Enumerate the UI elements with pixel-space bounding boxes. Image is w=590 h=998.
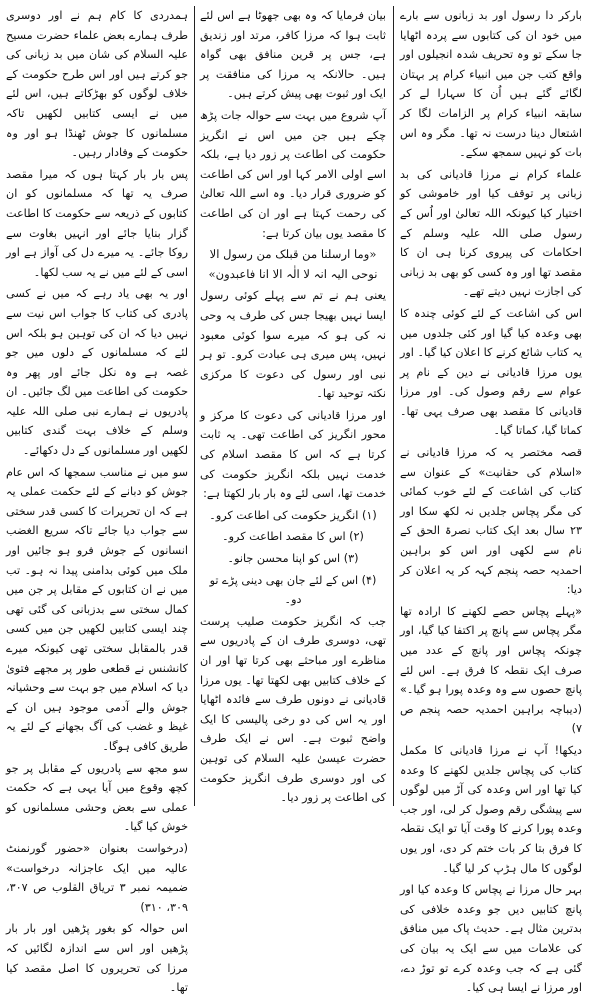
paragraph: بیان فرمایا کہ وہ بھی جھوٹا ہے اس لئے ثابت ہوا کہ مرزا کافر، مرتد اور زندیق ہے، جس پر قرین منافق بھی گواہ ہیں۔ حالانکہ یہ مرزا کی منافقت پر ایک اور ثبوت بھی پیش کرتے ہیں۔ [200, 9, 386, 101]
paragraph: اس کی اشاعت کے لئے کوئی چندہ کا بھی وعدہ کیا گیا اور کئی جلدوں میں یہ کتاب شائع کرنے کا اعلان کیا گیا۔ اور یوں مرزا قادیانی نے دین کے نام پر عوام سے رقم وصول کی۔ اور مرزا قادیانی کا مقصد بھی صرف یہی تھا۔ کماتا گیا، کماتا گیا۔ [400, 306, 582, 438]
paragraph: ہمدردی کا کام ہم نے اور دوسری طرف ہمارے بعض علماء حضرت مسیح علیہ السلام کی شان میں بد زبانی کی جو کرتے ہیں اور اس طرح حکومت کے خلاف لوگوں کو بھڑکاتے ہیں، اس لئے میں نے ایسی کتابیں لکھیں تاکہ مسلمانوں کا جوش ٹھنڈا ہو اور وہ حکومت کے وفادار رہیں۔ [6, 9, 188, 160]
paragraph: (۱) انگریز حکومت کی اطاعت کرو۔ [209, 508, 377, 522]
paragraph: سو مجھ سے پادریوں کے مقابل پر جو کچھ وقوع میں آیا یہی ہے کہ حکمت عملی سے بعض وحشی مسلمانوں کو خوش کیا گیا۔ [6, 761, 188, 834]
paragraph: آپ شروع میں بہت سے حوالہ جات پڑھ چکے ہیں جن میں اس نے انگریز حکومت کی اطاعت پر زور دیا ہے، بلکہ اسے اولی الامر کہا اور اس کی اطاعت کو ضروری قرار دیا۔ وہ اسے اللہ تعالیٰ کی رحمت کہتا ہے اور ان کی اطاعت کا مقصد یوں بیان کرتا ہے: [200, 108, 386, 240]
paragraph: پس بار بار کہتا ہوں کہ میرا مقصد صرف یہ تھا کہ مسلمانوں کو ان کتابوں کے ذریعہ سے حکومت کا اطاعت گزار بنایا جائے اور انہیں بغاوت سے روکا جائے۔ یہ میرے دل کی آواز ہے اور اسی کے لئے میں نے یہ سب لکھا۔ [6, 167, 188, 279]
paragraph: جب کہ انگریز حکومت صلیب پرست تھی، دوسری طرف ان کے پادریوں سے مناظرے اور مباحثے بھی کرتا تھا اور ان کے خلاف کتابیں بھی لکھتا تھا۔ یوں مرزا قادیانی نے دونوں طرف سے فائدہ اٹھایا اور یہ اس کی دو رخی پالیسی کا ایک واضح ثبوت ہے۔ اس نے ایک طرف حضرت عیسیٰ علیہ السلام کی توہین کی اور دوسری طرف انگریز حکومت کی اطاعت پر زور دیا۔ [200, 614, 386, 805]
text-column-middle [200, 6, 386, 808]
paragraph: «وما ارسلنا من قبلک من رسول الا نوحی الیہ انہ لا الٰہ الا انا فاعبدون» [208, 247, 378, 281]
paragraph: اور یہ بھی یاد رہے کہ میں نے کسی پادری کی کتاب کا جواب اس نیت سے نہیں دیا کہ ان کی توہین ہو بلکہ اس لئے کہ مسلمانوں کے دلوں میں جو غصہ ہے وہ نکل جائے اور پھر وہ حکومت کی اطاعت میں لگ جائیں۔ ان پادریوں نے ہمارے نبی صلی اللہ علیہ وسلم کے خلاف بہت گندی کتابیں لکھیں اور مسلمانوں کے دل دکھائے۔ [6, 287, 188, 458]
column-divider [194, 6, 195, 806]
text-column-right [400, 6, 582, 995]
paragraph: «پہلے پچاس حصے لکھنے کا ارادہ تھا مگر پچاس سے پانچ پر اکتفا کیا گیا، اور چونکہ پچاس اور پانچ کے عدد میں صرف ایک نقطہ کا فرق ہے۔ اس لئے پانچ حصوں سے وہ وعدہ پورا ہو گیا۔» (دیباچہ براہین احمدیہ حصہ پنجم ص ۷) [400, 604, 582, 736]
text-column-left [6, 6, 188, 995]
paragraph: بارکر دا رسول اور بد زبانوں سے بارے میں خود ان کی کتابوں سے پردہ اٹھایا جا سکے تو وہ تحریف شدہ انجیلوں اور واقع کتب جن میں انبیاء کرام پر بہتان لگائے گئے ہیں اُن کا سہارا لے کر سابقہ انبیاء کرام پر الزامات لگا کر اشتعال دینا درست نہ تھا۔ مگر وہ اس بات کو نہیں سمجھ سکے۔ [400, 9, 582, 160]
paragraph: (درخواست بعنوان «حضور گورنمنٹ عالیہ میں ایک عاجزانہ درخواست» ضمیمہ نمبر ۳ تریاق القلوب ص ۳۰۷، ۳۰۹، ۳۱۰) [6, 841, 188, 914]
paragraph: سو میں نے مناسب سمجھا کہ اس عام جوش کو دبانے کے لئے حکمت عملی یہ ہے کہ ان تحریرات کا کسی قدر سختی سے جواب دیا جائے تاکہ سریع الغضب انسانوں کے جوش فرو ہو جائیں اور ملک میں کوئی بدامنی پیدا نہ ہو۔ تب میں نے ان کتابوں کے مقابل پر جن میں کمال سختی سے بدزبانی کی گئی تھی چند ایسی کتابیں لکھیں جن میں کسی قدر بالمقابل سختی تھی کیونکہ میرے کانشنس نے قطعی طور پر مجھے فتویٰ دیا کہ اسلام میں جو بہت سے وحشیانہ جوش والے آدمی موجود ہیں ان کے غیظ و غضب کی آگ بجھانے کے لئے یہ طریق کافی ہوگا۔ [6, 465, 188, 753]
paragraph: اور مرزا قادیانی کی دعوت کا مرکز و محور انگریز کی اطاعت تھی۔ یہ ثابت کرتا ہے کہ اس کا مقصد اسلام کی خدمت نہیں بلکہ انگریز حکومت کی خدمت تھا، اسی لئے وہ بار بار لکھتا ہے: [200, 408, 386, 501]
paragraph: دیکھا! آپ نے مرزا قادیانی کا مکمل کتاب کی پچاس جلدیں لکھنے کا وعدہ کیا تھا اور اس وعدہ کی آڑ میں لوگوں سے پیشگی رقم وصول کر لی، اور جب وعدہ پورا کرنے کا وقت آیا تو ایک نقطہ کا فرق بتا کر بات ختم کر دی، اور یوں لوگوں کا مال ہڑپ کر لیا گیا۔ [400, 743, 582, 875]
column-divider [393, 6, 394, 806]
paragraph: (۳) اس کو اپنا محسن جانو۔ [227, 552, 359, 566]
paragraph: بہر حال مرزا نے پچاس کا وعدہ کیا اور پانچ کتابیں دیں جو وعدہ خلافی کی بدترین مثال ہے۔ حدیث پاک میں منافق کی علامات میں سے ایک یہ بیان کی گئی ہے کہ جب وعدہ کرے تو توڑ دے، اور مرزا نے ایسا ہی کیا۔ [400, 883, 582, 995]
paragraph: قصہ مختصر یہ کہ مرزا قادیانی نے «اسلام کی حقانیت» کے عنوان سے کتاب کی اشاعت کے لئے خوب کمائی کی مگر پچاس جلدیں نہ لکھ سکا اور ۲۳ سال بعد ایک کتاب نصرۃ الحق کے نام سے لکھی اور اس کو براہین احمدیہ حصہ پنجم کہہ کر یہ اعلان کر دیا: [400, 446, 582, 597]
paragraph: اس حوالہ کو بغور پڑھیں اور بار بار پڑھیں اور اس سے اندازہ لگائیں کہ مرزا کی تحریروں کا اصل مقصد کیا تھا۔ [6, 922, 188, 995]
paragraph: (۲) اس کا مقصد اطاعت کرو۔ [222, 530, 364, 544]
paragraph: یعنی ہم نے تم سے پہلے کوئی رسول ایسا نہیں بھیجا جس کی طرف یہ وحی نہ کی ہو کہ میرے سوا کوئی معبود نہیں، پس میری ہی عبادت کرو۔ تو ہر نبی اور رسول کی دعوت کا مرکزی نکتہ توحید تھا۔ [200, 289, 386, 401]
paragraph: علماء کرام نے مرزا قادیانی کی بد زبانی پر توقف کیا اور خاموشی کو اختیار کیا کیونکہ اللہ تعالیٰ اور اُس کے رسول صلی اللہ علیہ وسلم کے احکامات کی پیروی کرنا ہی ان کا مقصد تھا اور وہ کسی کو بھی بد زبانی کی اجازت نہیں دیتے تھے۔ [400, 167, 582, 299]
paragraph: (۴) اس کے لئے جان بھی دینی پڑے تو دو۔ [209, 573, 377, 607]
